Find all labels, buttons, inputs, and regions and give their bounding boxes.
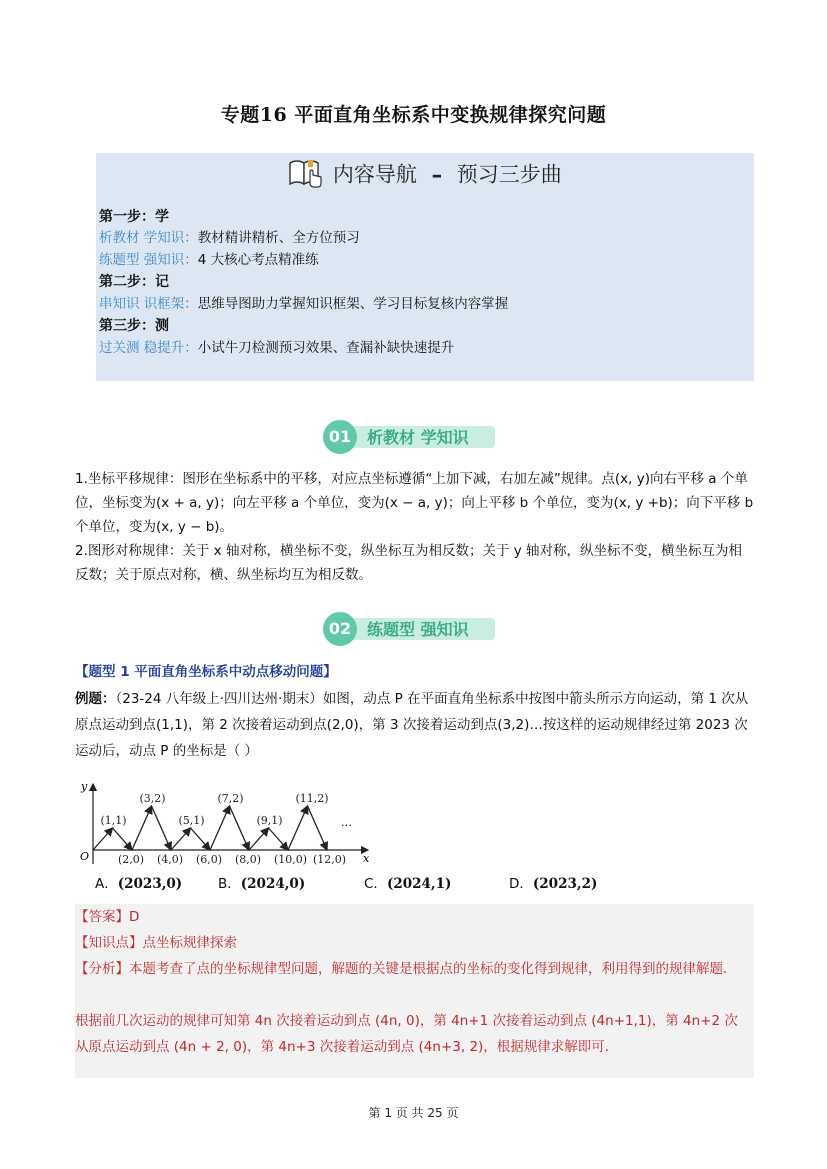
step-two-item [99,294,508,314]
knowledge-symmetry-rule: 2.图形对称规律：关于 x 轴对称，横坐标不变，纵坐标互为相反数；关于 y 轴对称，纵坐标不变，横坐标互为相反数；关于原点对称，横、纵坐标均互为相反数。 [75,543,743,583]
step-two: 第二步：记 [99,274,169,290]
section-number-01: 01 [323,420,357,454]
path-segment [93,828,113,850]
step-one: 第一步：学 [99,209,169,225]
example-problem [75,686,755,764]
path-segment [308,806,328,850]
peak-point-label: (11,2) [295,792,329,805]
step-one-a-tag: 析教材 学知识： [99,230,198,246]
axis-point-label: (6,0) [196,853,223,866]
option-a-letter: A． [95,876,118,892]
zigzag-figure [73,778,383,872]
option-b-letter: B． [218,876,241,892]
section-label-02: 练题型 强知识 [367,620,469,639]
guide-heading-separator: – [431,162,443,187]
answer-box [75,904,754,1078]
path-segment [230,806,250,850]
path-segment [288,806,308,850]
knowledge-section [75,467,755,587]
peak-point-label: (9,1) [256,814,283,827]
step-one-b-text: 4 大核心考点精准练 [197,252,319,268]
option-a[interactable] [95,872,182,892]
knowledge-translation-rule: 1.坐标平移规律：图形在坐标系中的平移，对应点坐标遵循“上加下减，右加左减”规律。点(x, y)向右平移 a 个单位，坐标变为(x + a, y)；向左平移 a 个单位，变为(x − a, y)；向上平移 b 个单位，变为(x, y +b)；向下平移 b 个单位，变为(x, y − b)。 [75,471,754,535]
option-c[interactable] [364,872,451,892]
option-d-value: (2023,2) [532,876,598,892]
step-three-text: 小试牛刀检测预习效果、查漏补缺快速提升 [197,340,455,356]
path-segment [171,828,191,850]
analysis-line: 【分析】本题考查了点的坐标规律型问题，解题的关键是根据点的坐标的变化得到规律，利用得到的规律解题． [75,961,737,977]
example-label: 例题： [75,691,116,707]
content-guide-box [96,153,754,381]
step-one-b-tag: 练题型 强知识： [99,252,198,268]
book-pointer-icon [288,157,322,194]
step-two-tag: 串知识 识框架： [99,296,198,312]
peak-point-label: (7,2) [217,792,244,805]
step-one-item-a [99,228,360,248]
option-d[interactable] [509,872,597,892]
path-segment [191,828,211,850]
document-title: 专题16 平面直角坐标系中变换规律探究问题 [220,104,607,126]
knowledge-point-line: 【知识点】点坐标规律探索 [75,935,237,951]
example-text: （23-24 八年级上·四川达州·期末）如图，动点 P 在平面直角坐标系中按图中箭头所示方向运动，第 1 次从原点运动到点(1,1)，第 2 次接着运动到点(2,0)，第 3 次接着运动到点(3,2)…按这样的运动规律经过第 2023 次运动后，动点 P 的坐标是（ ） [75,691,749,759]
path-segment [210,806,230,850]
path-segment [152,806,172,850]
step-one-a-text: 教材精讲精析、全方位预习 [197,230,360,246]
peak-point-label: (3,2) [139,792,166,805]
option-c-value: (2024,1) [386,876,452,892]
section-number-02: 02 [323,612,357,646]
step-one-item-b [99,250,319,270]
path-segment [113,828,133,850]
rule-line: 根据前几次运动的规律可知第 4n 次接着运动到点 (4n, 0)，第 4n+1 次接着运动到点 (4n+1,1)，第 4n+2 次从原点运动到点 (4n + 2, 0)，第 4n+3 次接着运动到点 (4n+3, 2)，根据规律求解即可． [75,1013,738,1055]
step-three-tag: 过关测 稳提升： [99,340,198,356]
option-b[interactable] [218,872,305,892]
step-three: 第三步：测 [99,318,169,334]
question-type-title: 【题型 1 平面直角坐标系中动点移动问题】 [75,664,337,680]
option-d-letter: D． [509,876,533,892]
path-segment [132,806,152,850]
axis-point-label: (4,0) [157,853,184,866]
peak-point-label: (1,1) [100,814,127,827]
axis-point-label: (2,0) [118,853,145,866]
axis-point-label: (10,0) [274,853,308,866]
section-banner-02 [323,612,503,646]
option-b-value: (2024,0) [240,876,306,892]
figure-ellipsis: … [341,816,352,829]
answer-line: 【答案】D [75,909,140,925]
x-axis-label: x [363,852,370,865]
axis-point-label: (12,0) [313,853,347,866]
path-segment [249,828,269,850]
guide-heading-right: 预习三步曲 [456,162,562,187]
peak-point-label: (5,1) [178,814,205,827]
path-segment [269,828,289,850]
page-footer: 第 1 页 共 25 页 [368,1106,459,1120]
section-label-01: 析教材 学知识 [367,428,469,447]
step-two-text: 思维导图助力掌握知识框架、学习目标复核内容掌握 [197,296,509,312]
guide-heading [96,157,754,194]
option-a-value: (2023,0) [117,876,183,892]
section-banner-01 [323,420,503,454]
step-three-item [99,338,454,358]
option-c-letter: C． [364,876,387,892]
y-axis-label: y [81,780,88,793]
origin-label: O [80,850,90,863]
guide-heading-left: 内容导航 [332,162,417,187]
axis-point-label: (8,0) [235,853,262,866]
